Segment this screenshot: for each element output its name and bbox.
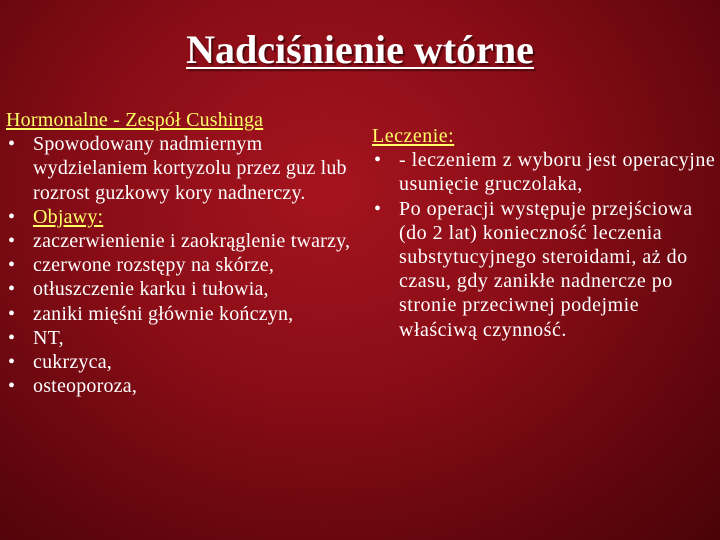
list-item <box>6 302 351 326</box>
list-item-text: zaczerwienienie i zaokrąglenie twarzy, <box>33 230 351 253</box>
bullet-icon: • <box>8 230 16 253</box>
left-bullet-list <box>6 132 351 398</box>
list-item-text: NT, <box>33 326 64 349</box>
left-column-heading: Hormonalne - Zespół Cushinga <box>6 109 264 131</box>
bullet-icon: • <box>8 302 16 325</box>
list-item-text: Spowodowany nadmiernym wydzielaniem kortyzolu przez guz lub rozrost guzkowy kory nadnerczy. <box>33 133 347 204</box>
list-item <box>6 277 351 301</box>
bullet-icon: • <box>8 205 16 228</box>
bullet-icon: • <box>8 133 16 156</box>
bullet-icon: • <box>8 278 16 301</box>
list-item-text: osteoporoza, <box>33 375 138 398</box>
bullet-icon: • <box>8 254 16 277</box>
list-item <box>6 205 351 229</box>
right-column-heading: Leczenie: <box>372 125 455 147</box>
bullet-icon: • <box>8 351 16 374</box>
list-item-text: - leczeniem z wyboru jest operacyjne usunięcie gruczolaka, <box>399 149 716 196</box>
list-item-text: czerwone rozstępy na skórze, <box>33 254 275 277</box>
list-item <box>6 253 351 277</box>
list-item <box>372 197 717 342</box>
right-column <box>372 124 717 342</box>
bullet-icon: • <box>8 326 16 349</box>
list-item-text: otłuszczenie karku i tułowia, <box>33 278 269 301</box>
bullet-icon: • <box>8 375 16 398</box>
slide-title: Nadciśnienie wtórne <box>186 27 534 72</box>
list-item-text: cukrzyca, <box>33 351 112 374</box>
left-column <box>6 108 351 398</box>
bullet-icon: • <box>374 197 382 220</box>
list-item <box>6 326 351 350</box>
list-item-text: zaniki mięśni głównie kończyn, <box>33 302 294 325</box>
bullet-icon: • <box>374 149 382 172</box>
list-item-text: Po operacji występuje przejściowa (do 2 lat) konieczność leczenia substytucyjnego steroidami, aż do czasu, gdy zanikłe nadnercze po stronie przeciwnej podejmie właściwą czynność. <box>399 197 693 341</box>
list-item <box>6 350 351 374</box>
right-bullet-list <box>372 148 717 342</box>
list-item <box>6 229 351 253</box>
list-item <box>372 148 717 196</box>
list-item <box>6 132 351 205</box>
list-item <box>6 374 351 398</box>
symptoms-heading: Objawy: <box>33 205 104 228</box>
